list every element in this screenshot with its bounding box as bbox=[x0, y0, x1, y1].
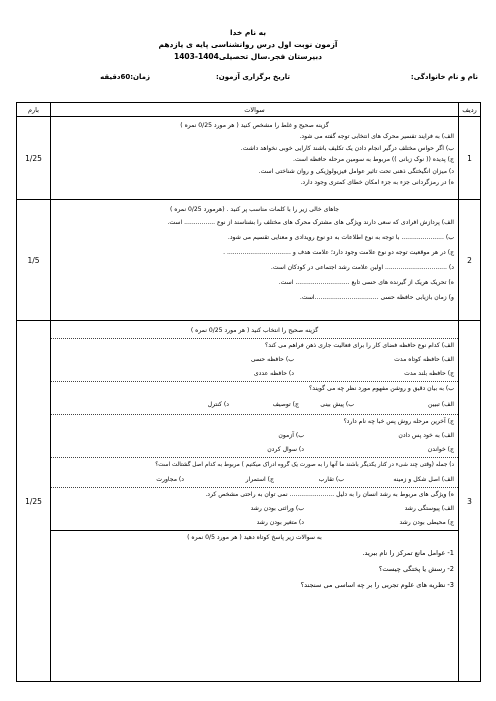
question-line: ه) در رمزگردانی جزء به جزء امکان خطای کمتری وجود دارد. bbox=[300, 178, 454, 186]
question-stem: ه) ویژگی های مربوط به رشد انسان را به دلیل ....................... نمی توان به راحتی مشخص کرد. bbox=[51, 487, 458, 502]
short-question: 3- نظریه های علوم تجربی را بر چه اساسی می سنجند؟ bbox=[300, 581, 454, 589]
question-stem: د) جمله (وقتی چند شیء در کنار یکدیگر باشند ما آنها را به صورت یک گروه ادراک میکنیم ) مربوط به کدام اصل گشتالت است؟ bbox=[51, 457, 458, 473]
question-stem: الف) کدام نوع حافظه فضای کار را برای فعالیت جاری ذهن فراهم می کند؟ bbox=[51, 338, 458, 353]
option: الف) اصل شکل و زمینه bbox=[393, 476, 454, 483]
question-line: ب) اگر حواس مختلف درگیر انجام دادن یک تکلیف باشند کارایی خوبی نخواهد داشت. bbox=[240, 144, 454, 152]
question-line: د) ................................ اولین علامت رشد اجتماعی در کودکان است. bbox=[270, 264, 454, 272]
options-row bbox=[51, 502, 458, 516]
options-row bbox=[51, 473, 458, 487]
question-score: 1/5 bbox=[17, 200, 51, 321]
option: الف) پیوستگی رشد bbox=[404, 505, 454, 512]
option: د) متغیر بودن رشد bbox=[256, 519, 304, 526]
date-label: تاریخ برگزاری آزمون: bbox=[215, 73, 290, 81]
questions-table bbox=[16, 102, 481, 682]
column-header-questions: سوالات bbox=[51, 103, 459, 117]
column-header-row: ردیف bbox=[459, 103, 481, 117]
question-line: و) زمان بازیابی حافظه حسی .................................است. bbox=[299, 294, 454, 302]
table-header-row bbox=[17, 103, 481, 117]
question-line: ب) ...................... با توجه به نوع اطلاعات به دو نوع رویدادی و معنایی تقسیم می شود. bbox=[227, 234, 454, 242]
option: ب) وراثتی بودن رشد bbox=[250, 505, 304, 512]
short-question: 2- رسش یا پختگی چیست؟ bbox=[378, 565, 454, 573]
question-line: ه) تحریک هریک از گیرنده های حسی تابع ............................ است. bbox=[278, 279, 454, 287]
question-body bbox=[51, 321, 459, 682]
question-score: 1/25 bbox=[17, 117, 51, 200]
question-title: گزینه صحیح و غلط را مشخص کنید ( هر مورد 0/25 نمره ) bbox=[180, 122, 329, 129]
option: ب) تقارب bbox=[318, 476, 344, 483]
question-score: 1/25 bbox=[17, 321, 51, 682]
option: ب) آزمون bbox=[278, 432, 304, 439]
question-stem: ب) به بیان دقیق و روشن مفهوم مورد نظر چه می گویند؟ bbox=[51, 381, 458, 396]
question-line: ج) پدیده (( نوک زبانی )) مربوط به سومین مرحله حافظه است. bbox=[293, 156, 454, 164]
option: الف) حافظه کوتاه مدت bbox=[394, 356, 454, 363]
basmala: به نام خدا bbox=[229, 28, 267, 37]
option: د) مجاورت bbox=[156, 476, 184, 483]
option: الف) به خود پس دادن bbox=[398, 432, 454, 439]
column-header-score: بارم bbox=[17, 103, 51, 117]
question-title: گزینه صحیح را انتخاب کنید ( هر مورد 0/25 نمره ) bbox=[190, 327, 319, 334]
options-row bbox=[51, 516, 458, 530]
sub-section-title: به سوالات زیر پاسخ کوتاه دهید ( هر مورد 0/5 نمره ) bbox=[51, 530, 458, 545]
option: الف) تبیین bbox=[427, 401, 454, 408]
question-stem: ج) آخرین مرحله روش پس خبا چه نام دارد؟ bbox=[51, 414, 458, 429]
options-row bbox=[51, 443, 458, 457]
options-row bbox=[51, 367, 458, 381]
options-row bbox=[51, 429, 458, 443]
question-number: 3 bbox=[459, 321, 481, 682]
option: ج) حافظه بلند مدت bbox=[404, 370, 454, 377]
question-body bbox=[51, 117, 459, 200]
question-body bbox=[51, 200, 459, 321]
option: ب) پیش بینی bbox=[320, 401, 354, 408]
exam-title: آزمون نوبت اول درس روانشناسی پایه ی یازدهم bbox=[158, 40, 338, 49]
options-row bbox=[51, 353, 458, 367]
option: د) حافظه عددی bbox=[253, 370, 294, 377]
question-number: 2 bbox=[459, 200, 481, 321]
time-label: زمان:60دقیقه bbox=[100, 73, 150, 81]
question-line: الف) به فرایند تفسیر محرک های انتخابی توجه گفته می شود. bbox=[299, 133, 454, 141]
option: ج) توصیف bbox=[272, 401, 299, 408]
option: د) سوال کردن bbox=[267, 446, 304, 453]
option: ج) خواندن bbox=[427, 446, 454, 453]
name-label: نام و نام خانوادگی: bbox=[410, 73, 478, 81]
question-title: جاهای خالی زیر را با کلمات مناسب پر کنید . (هرمورد 0/25 نمره ) bbox=[169, 206, 340, 213]
option: ب) حافظه حسی bbox=[250, 356, 294, 363]
question-line: الف) پردازش افرادی که سعی دارند ویژگی های مشترک محرک های مختلف را بشناسند از نوع ................ است. bbox=[167, 219, 454, 227]
options-row bbox=[51, 396, 458, 414]
short-question: 1- عوامل مانع تمرکز را نام ببرید. bbox=[362, 549, 454, 557]
question-row-2 bbox=[17, 200, 481, 321]
question-line: ج) در هر موقعیت توجه دو نوع علامت وجود دارد؛ علامت هدف و ................................. . bbox=[223, 249, 454, 257]
option: ج) محیطی بودن رشد bbox=[399, 519, 454, 526]
question-row-1 bbox=[17, 117, 481, 200]
school-year: دبیرستان فجر.سال تحصیلی1404-1403 bbox=[174, 52, 322, 61]
student-info bbox=[16, 73, 480, 85]
question-number: 1 bbox=[459, 117, 481, 200]
question-line: د) میزان انگیختگی ذهنی تحت تاثیر عوامل فیزیولوژیکی و روان شناختی است. bbox=[258, 167, 454, 175]
question-row-3 bbox=[17, 321, 481, 682]
option: ج) استمرار bbox=[245, 476, 274, 483]
option: د) کنترل bbox=[207, 401, 229, 408]
